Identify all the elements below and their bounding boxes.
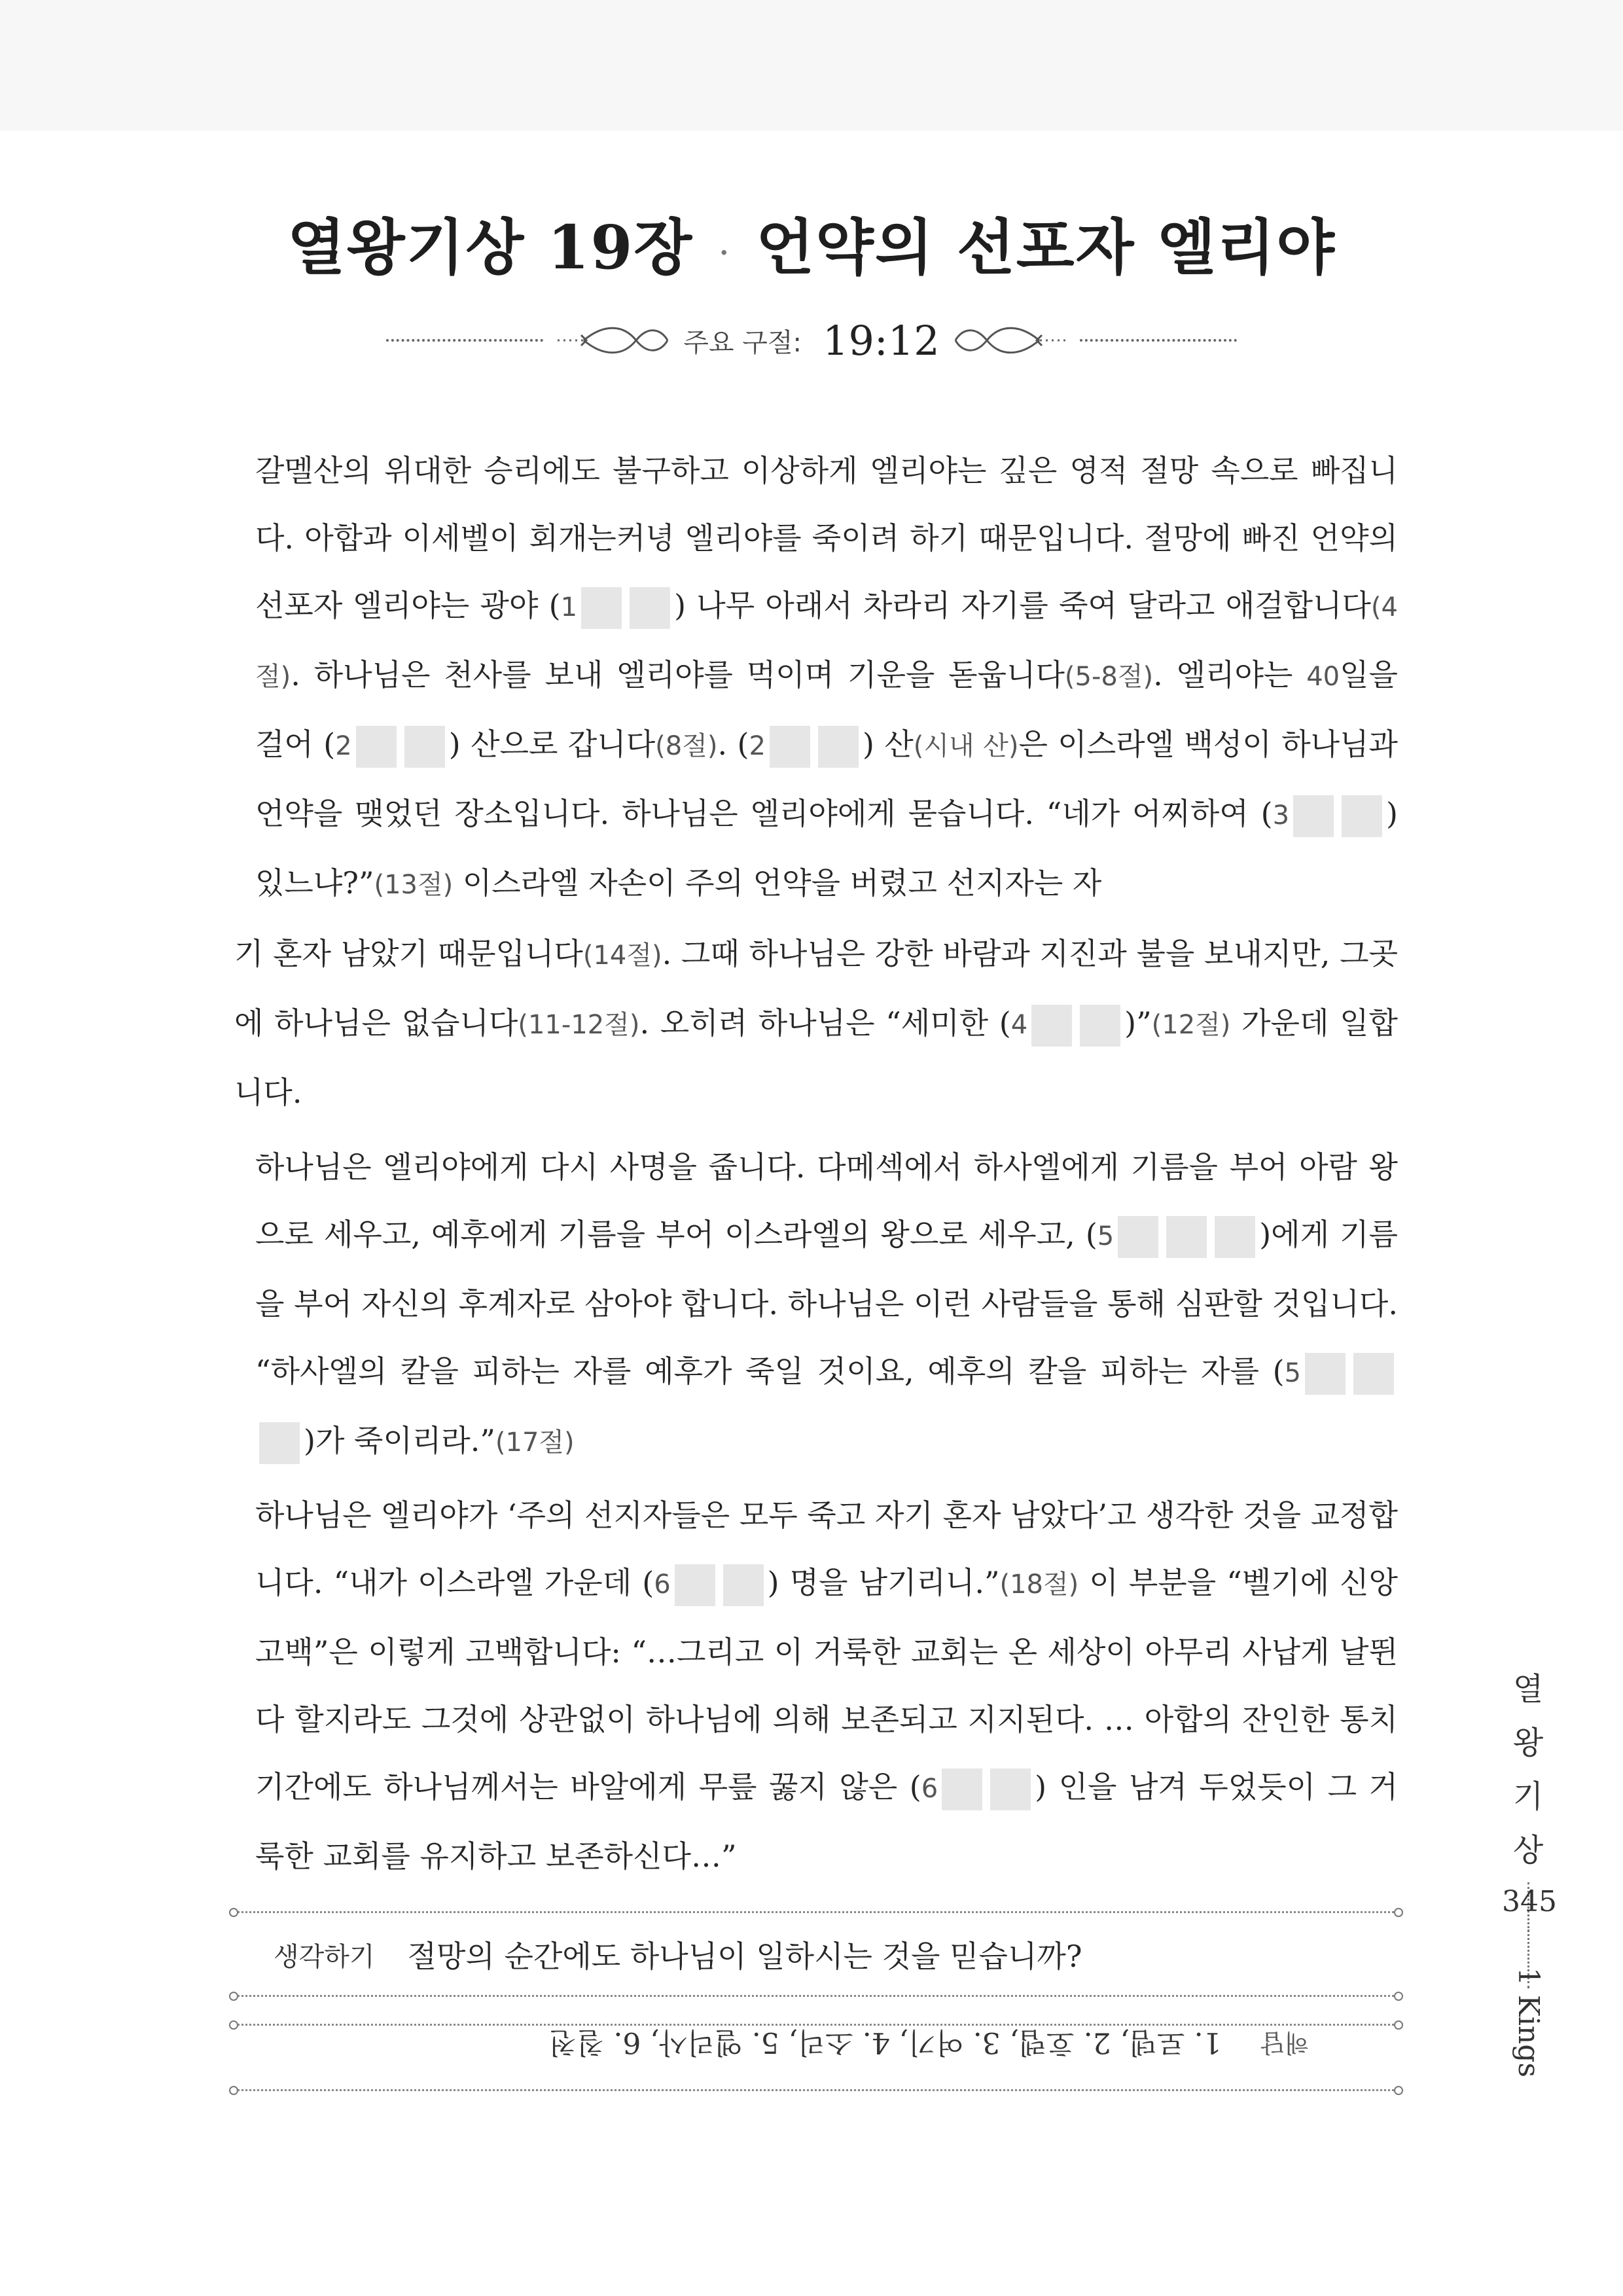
fill-in-blank	[259, 1422, 300, 1464]
blank-number-6: 6	[921, 1774, 938, 1804]
answer-text: 1. 로뎀, 2. 호렙, 3. 여기, 4. 소리, 5. 엘리사, 6. 칠천	[548, 2026, 1222, 2059]
p1-text-11: 이스라엘 자손이 주의 언약을 버렸고 선지자는 자	[453, 865, 1102, 901]
dotted-rule-left	[386, 339, 543, 342]
fill-in-blank	[1118, 1216, 1158, 1258]
page-title	[0, 200, 1623, 286]
p4-text-4: ) 인을 남겨 두었듯이 그 거룩한 교회를 유지하고 보존하신다…”	[255, 1769, 1398, 1874]
answer-bottom-rule	[234, 2089, 1398, 2091]
fill-in-blank	[723, 1564, 764, 1606]
title-separator: ·	[719, 237, 730, 268]
verse-ref: (8절)	[655, 731, 718, 761]
p1-text-3: . 하나님은 천사를 보내 엘리야를 먹이며 기운을 돋웁니다	[291, 657, 1065, 692]
paragraph-4	[234, 1482, 1398, 1890]
p4-text-2: ) 명을 남기리니.”	[767, 1565, 1000, 1600]
blank-number-5: 5	[1284, 1358, 1301, 1388]
p1-text-7: . (	[717, 726, 749, 762]
p1-text-5: 일을 걸어 (	[255, 657, 1398, 762]
page-top-band	[0, 0, 1623, 131]
verse-ref: (11-12절)	[518, 1010, 640, 1040]
fill-in-blank	[356, 726, 397, 768]
p2-text-2: . 그때 하나님은 강한 바람과 지진과 불을 보내지만, 그곳에 하나님은 없습니다	[234, 936, 1398, 1041]
p1-text-1: 갈멜산의 위대한 승리에도 불구하고 이상하게 엘리야는 깊은 영적 절망 속으로 빠집니다. 아합과 이세벨이 회개는커녕 엘리야를 죽이려 하기 때문입니다. 절망에 빠진 언약의 선포자 엘리야는 광야 (	[255, 453, 1398, 623]
page-number: 345	[1502, 1885, 1557, 1918]
fill-in-blank	[1080, 1005, 1120, 1047]
side-book-char: 상	[1512, 1832, 1544, 1869]
p1-text-9: 은 이스라엘 백성이 하나님과 언약을 맺었던 장소입니다. 하나님은 엘리야에게 묻습니다. “네가 어찌하여 (	[255, 726, 1398, 831]
side-book-char: 열	[1512, 1671, 1544, 1708]
title-main: 열왕기상 19장	[287, 212, 694, 283]
fill-in-blank	[1353, 1353, 1394, 1395]
fill-in-blank	[404, 726, 445, 768]
flourish-ornament-left-icon	[558, 321, 669, 360]
blank-number-6: 6	[654, 1570, 671, 1600]
p1-text-2: ) 나무 아래서 차라리 자기를 죽여 달라고 애걸합니다	[674, 588, 1371, 623]
key-verse-label: 주요 구절:	[683, 327, 802, 358]
blank-number-3: 3	[1272, 800, 1290, 831]
fill-in-blank	[1293, 795, 1334, 837]
verse-ref: (18절)	[999, 1570, 1079, 1600]
blank-number-2: 2	[749, 731, 766, 761]
fill-in-blank	[1166, 1216, 1207, 1258]
p2-text-5: 가운데 일합니다.	[234, 1005, 1398, 1110]
answer-label: 해답	[1260, 2028, 1309, 2058]
reflection-bottom-rule	[234, 1995, 1398, 1997]
p3-text-1: 하나님은 엘리야에게 다시 사명을 줍니다. 다메섹에서 하사엘에게 기름을 부어 아람 왕으로 세우고, 예후에게 기름을 부어 이스라엘의 왕으로 세우고, (	[255, 1149, 1398, 1252]
fill-in-blank	[1305, 1353, 1346, 1395]
fill-in-blank	[581, 587, 622, 629]
p3-text-3: )가 죽이리라.”	[304, 1423, 495, 1458]
fill-in-blank	[818, 726, 859, 768]
verse-ref: (13절)	[374, 870, 454, 900]
p4-text-3: 이 부분을 “벨기에 신앙고백”은 이렇게 고백합니다: “…그리고 이 거룩한 교회는 온 세상이 아무리 사납게 날뛴다 할지라도 그것에 상관없이 하나님에 의해 보존되고 지지된다. … 아합의 잔인한 통치 기간에도 하나님께서는 바알에게 무릎 꿇지 않은 (	[255, 1565, 1398, 1804]
p1-text-8: ) 산	[862, 726, 914, 762]
fill-in-blank	[1215, 1216, 1255, 1258]
days-number: 40	[1306, 662, 1340, 692]
reflection-row	[274, 1933, 1082, 1976]
p2-text-4: )”	[1124, 1005, 1152, 1041]
key-verse-ref: 19:12	[823, 316, 940, 365]
reflection-top-rule	[234, 1911, 1398, 1913]
paragraph-2	[234, 920, 1398, 1126]
fill-in-blank	[942, 1768, 982, 1810]
verse-ref: (4절)	[255, 592, 1398, 692]
reflection-question: 절망의 순간에도 하나님이 일하시는 것을 믿습니까?	[407, 1939, 1082, 1974]
p4-text-1: 하나님은 엘리야가 ‘주의 선지자들은 모두 죽고 자기 혼자 남았다’고 생각한 것을 교정합니다. “내가 이스라엘 가운데 (	[255, 1498, 1398, 1600]
fill-in-blank	[1342, 795, 1382, 837]
fill-in-blank	[675, 1564, 715, 1606]
flourish-ornament-right-icon	[954, 321, 1065, 360]
paragraph-1	[234, 437, 1398, 919]
p2-text-3: . 오히려 하나님은 “세미한 (	[639, 1005, 1011, 1041]
dotted-rule-right	[1080, 339, 1237, 342]
p3-text-2: )에게 기름을 부어 자신의 후계자로 삼아야 합니다. 하나님은 이런 사람들을 통해 심판할 것입니다. “하사엘의 칼을 피하는 자를 예후가 죽일 것이요, 예후의 칼을 피하는 자를 (	[255, 1217, 1398, 1389]
verse-ref: (5-8절)	[1064, 662, 1154, 692]
side-book-char: 기	[1512, 1778, 1544, 1815]
p2-text-1: 기 혼자 남았기 때문입니다	[234, 936, 583, 971]
fill-in-blank	[1031, 1005, 1072, 1047]
side-book-english: 1 Kings	[1512, 1967, 1545, 2077]
title-sub: 언약의 선포자 엘리야	[756, 212, 1336, 283]
side-book-char: 왕	[1512, 1725, 1544, 1761]
answer-key-upside-down	[524, 2016, 1309, 2075]
blank-number-4: 4	[1010, 1010, 1028, 1040]
p1-text-4: . 엘리야는	[1153, 657, 1307, 692]
verse-ref: (14절)	[582, 941, 662, 971]
p1-text-10: ) 있느냐?”	[255, 796, 1398, 901]
blank-number-5: 5	[1097, 1221, 1115, 1251]
fill-in-blank	[990, 1768, 1031, 1810]
verse-ref: (17절)	[495, 1427, 575, 1458]
paragraph-3	[234, 1134, 1398, 1477]
key-verse-banner	[0, 314, 1623, 367]
verse-ref: (12절)	[1151, 1010, 1231, 1040]
verse-ref: (시내 산)	[913, 731, 1019, 761]
reflection-label: 생각하기	[274, 1941, 375, 1972]
blank-number-1: 1	[560, 592, 578, 622]
fill-in-blank	[770, 726, 810, 768]
blank-number-2: 2	[335, 731, 352, 761]
fill-in-blank	[630, 587, 670, 629]
p1-text-6: ) 산으로 갑니다	[448, 726, 656, 762]
